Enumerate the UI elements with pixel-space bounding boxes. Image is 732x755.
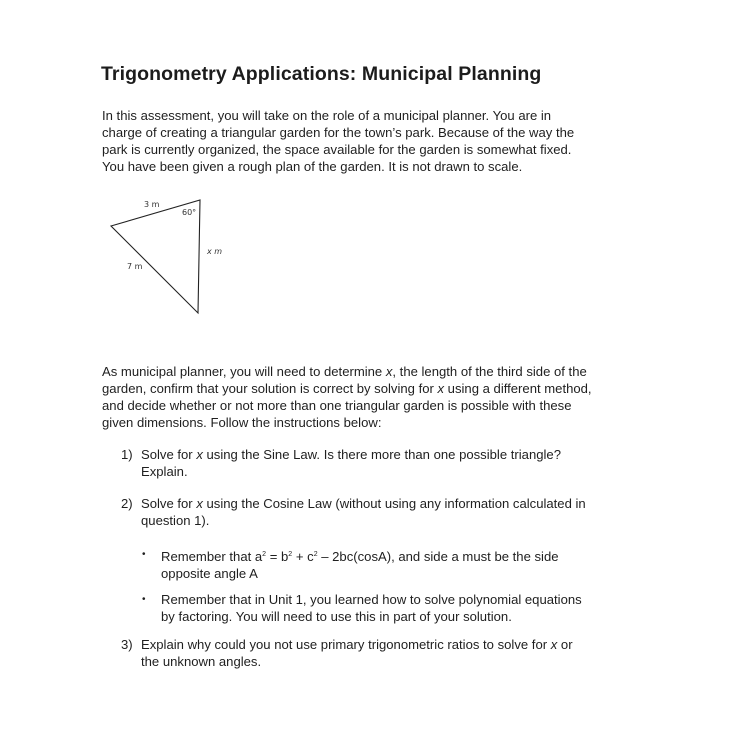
question-text: Explain. xyxy=(141,464,188,479)
hint-text: by factoring. You will need to use this in part of your solution. xyxy=(161,609,512,624)
hint-text: Remember that $a^2 = b^2 + c^2 - 2bc(\cos A)$, and side a must be the side xyxy=(161,549,559,564)
question-number: 3) xyxy=(121,637,133,652)
bullet-icon: • xyxy=(142,549,146,560)
instructions-line: garden, confirm that your solution is correct by solving for x using a different method, xyxy=(102,381,592,396)
question-text: Explain why could you not use primary trigonometric ratios to solve for x or xyxy=(141,637,573,652)
triangle-icon xyxy=(100,190,250,325)
question-number: 2) xyxy=(121,496,133,511)
instructions-paragraph xyxy=(102,363,592,431)
bullet-icon: • xyxy=(142,594,146,605)
intro-line: charge of creating a triangular garden for the town’s park. Because of the way the xyxy=(102,125,575,140)
side-top-label: 3 m xyxy=(144,200,160,209)
hint-text: opposite angle A xyxy=(161,566,258,581)
question-text: question 1). xyxy=(141,513,210,528)
intro-paragraph xyxy=(102,107,574,175)
question-text: Solve for x using the Sine Law. Is there more than one possible triangle? xyxy=(141,447,561,462)
page-title: Trigonometry Applications: Municipal Planning xyxy=(101,63,542,85)
intro-line: You have been given a rough plan of the garden. It is not drawn to scale. xyxy=(102,159,523,174)
intro-line: In this assessment, you will take on the role of a municipal planner. You are in xyxy=(102,108,552,123)
triangle-diagram xyxy=(100,190,250,325)
question-number: 1) xyxy=(121,447,133,462)
instructions-line: given dimensions. Follow the instructions below: xyxy=(102,415,382,430)
side-left-label: 7 m xyxy=(127,262,143,271)
hint-text: Remember that in Unit 1, you learned how to solve polynomial equations xyxy=(161,592,582,607)
question-text: the unknown angles. xyxy=(141,654,262,669)
instructions-line: As municipal planner, you will need to determine x, the length of the third side of the xyxy=(102,364,587,379)
side-right-label: x m xyxy=(207,247,223,256)
intro-line: park is currently organized, the space available for the garden is somewhat fixed. xyxy=(102,142,572,157)
angle-label: 60° xyxy=(182,208,197,217)
question-text: Solve for x using the Cosine Law (without using any information calculated in xyxy=(141,496,586,511)
instructions-line: and decide whether or not more than one triangular garden is possible with these xyxy=(102,398,572,413)
